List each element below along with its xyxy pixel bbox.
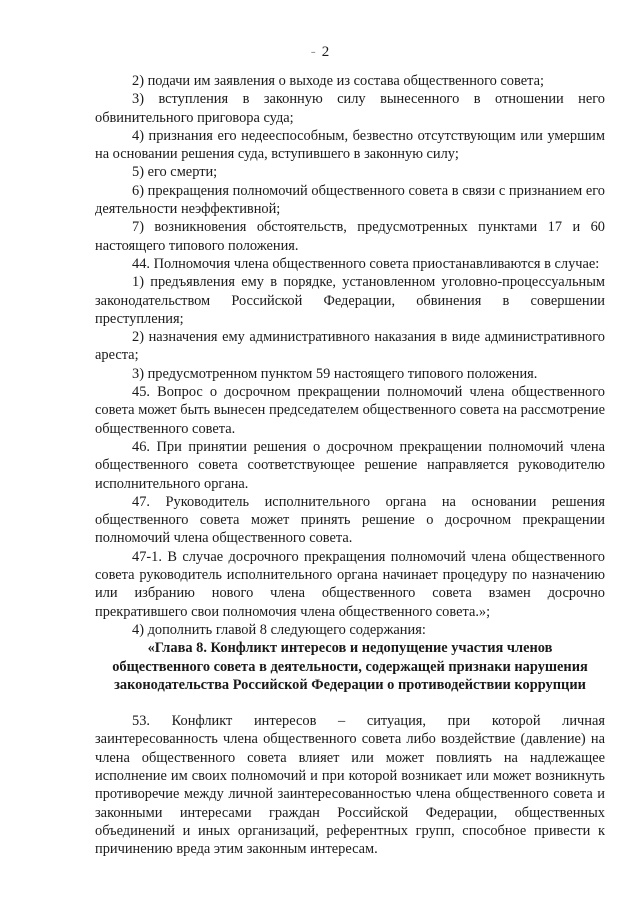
paragraph-clause-44-item-1: 1) предъявления ему в порядке, установленном уголовно-процессуальным законодательством Российской Федерации, обвинения в совершении преступления;	[95, 274, 605, 327]
paragraph-item-4-incapacity: 4) признания его недееспособным, безвестно отсутствующим или умершим на основании решения суда, вступившего в законную силу;	[95, 127, 605, 163]
paragraph-clause-44-item-2: 2) назначения ему административного наказания в виде административного ареста;	[95, 329, 605, 364]
paragraph-amendment-item-4: 4) дополнить главой 8 следующего содержания:	[132, 621, 426, 638]
paragraph-clause-53: 53. Конфликт интересов – ситуация, при которой личная заинтересованность члена общественного совета либо воздействие (давление) на члена общественного совета влияет или может повлиять на надлежащее исполнение им своих полномочий и при которой возникает или может возникнуть противоречие между личной заинтересованностью члена общественного совета и законными интересами граждан Российской Федерации, общественных объединений и иных организаций, референтных групп, способное привести к причинению вреда этим законным интересам.	[95, 713, 605, 858]
section-spacer	[95, 694, 605, 712]
paragraph-clause-47-1: 47-1. В случае досрочного прекращения полномочий члена общественного совета руководитель исполнительного органа начинает процедуру по назначению или избранию нового члена общественного совета взамен досрочно прекратившего свои полномочия члена общественного совета.»;	[95, 548, 605, 620]
paragraph-item-6-termination: 6) прекращения полномочий общественного совета в связи с признанием его деятельности неэффективной;	[95, 182, 605, 218]
paragraph-item-5-death: 5) его смерти;	[132, 164, 218, 181]
paragraph-item-3-conviction: 3) вступления в законную силу вынесенного в отношении него обвинительного приговора суда;	[95, 91, 605, 126]
paragraph-clause-44: 44. Полномочия члена общественного совета приостанавливаются в случае:	[132, 255, 600, 272]
paragraph-clause-46: 46. При принятии решения о досрочном прекращении полномочий члена общественного совета соответствующее решение направляется руководителю исполнительного органа.	[95, 438, 605, 492]
paragraph-item-2-resignation: 2) подачи им заявления о выходе из состава общественного совета;	[132, 73, 544, 89]
paragraph-item-7-circumstances: 7) возникновения обстоятельств, предусмотренных пунктами 17 и 60 настоящего типового положения.	[95, 219, 605, 254]
paragraph-clause-47: 47. Руководитель исполнительного органа на основании решения общественного совета может принять решение о досрочном прекращении полномочий члена общественного совета.	[95, 493, 605, 547]
page-number	[0, 44, 640, 61]
page-number-value: 2	[321, 44, 330, 60]
page-number-dash: -	[310, 44, 316, 60]
paragraph-clause-45: 45. Вопрос о досрочном прекращении полномочий члена общественного совета может быть вынесен председателем общественного совета на рассмотрение общественного совета.	[95, 384, 605, 437]
paragraph-clause-44-item-3: 3) предусмотренном пунктом 59 настоящего типового положения.	[132, 365, 538, 382]
document-body	[95, 72, 605, 858]
chapter-8-title: «Глава 8. Конфликт интересов и недопущение участия членов общественного совета в деятельности, содержащей признаки нарушения законодательства Российской Федерации о противодействии коррупции	[112, 640, 588, 693]
